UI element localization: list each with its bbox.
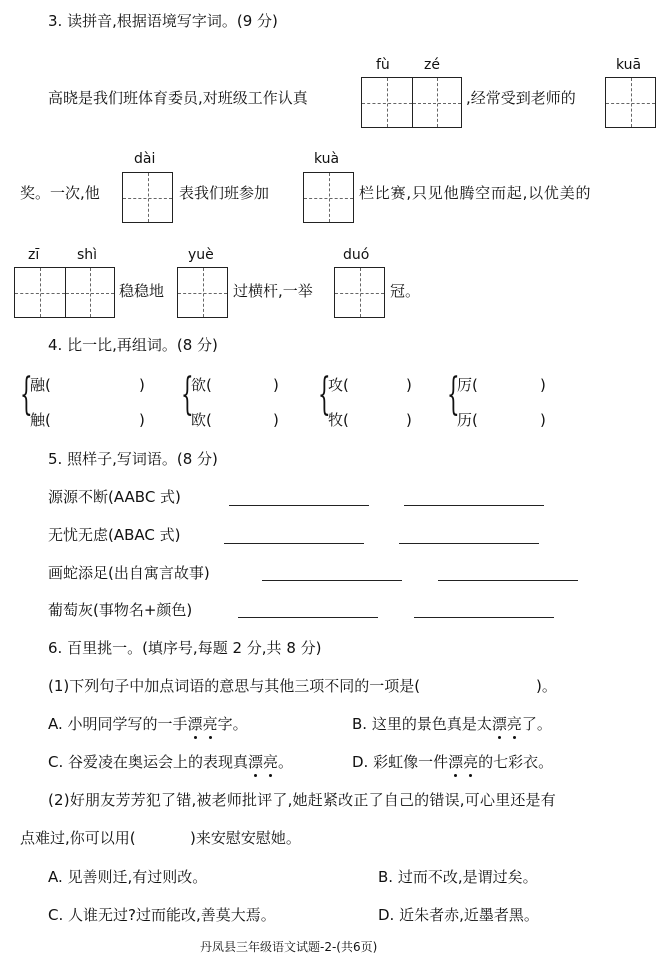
- q3-line1-a: 高晓是我们班体育委员,对班级工作认真: [48, 89, 308, 107]
- option-d2: D. 近朱者赤,近墨者黑。: [378, 906, 539, 924]
- answer-line[interactable]: [262, 580, 402, 581]
- answer-grid-zishi[interactable]: [14, 267, 115, 318]
- q3-line1-b: ,经常受到老师的: [466, 89, 576, 107]
- q6-title: 6. 百里挑一。(填序号,每题 2 分,共 8 分): [48, 639, 322, 657]
- option-b1: B. 这里的景色真是太漂亮了。: [352, 715, 552, 733]
- close-paren: ): [406, 376, 412, 394]
- pinyin-ze: zé: [424, 57, 440, 73]
- q3-line2-b: 表我们班参加: [179, 184, 270, 202]
- page-footer: 丹凤县三年级语文试题-2-(共6页): [200, 940, 378, 954]
- brace: {: [20, 369, 33, 420]
- option-c1: C. 谷爱凌在奥运会上的表现真漂亮。: [48, 753, 294, 771]
- q5-title: 5. 照样子,写词语。(8 分): [48, 450, 218, 468]
- answer-grid-kua4[interactable]: [303, 172, 354, 223]
- close-paren: ): [139, 411, 145, 429]
- answer-line[interactable]: [238, 617, 378, 618]
- q5-item3: 画蛇添足(出自寓言故事): [48, 564, 210, 582]
- close-paren: ): [273, 411, 279, 429]
- q3-line2-a: 奖。一次,他: [20, 184, 100, 202]
- answer-line[interactable]: [399, 543, 539, 544]
- q3-line2-c: 栏比赛,只见他腾空而起,以优美的: [359, 184, 592, 202]
- q4-pair4-top: 厉(: [457, 376, 478, 394]
- pinyin-yue: yuè: [188, 247, 214, 263]
- pinyin-shi: shì: [77, 247, 98, 263]
- q5-item1: 源源不断(AABC 式): [48, 488, 181, 506]
- pinyin-dai: dài: [134, 151, 156, 167]
- q4-pair3-top: 攻(: [328, 376, 349, 394]
- answer-grid-fuze[interactable]: [361, 77, 462, 128]
- answer-grid-dai[interactable]: [122, 172, 173, 223]
- option-a1: A. 小明同学写的一手漂亮字。: [48, 715, 248, 733]
- brace: {: [318, 369, 331, 420]
- answer-grid-duo[interactable]: [334, 267, 385, 318]
- answer-grid-kua1[interactable]: [605, 77, 656, 128]
- q6-sub2-line1: (2)好朋友芳芳犯了错,被老师批评了,她赶紧改正了自己的错误,可心里还是有: [48, 791, 556, 809]
- pinyin-kua4: kuà: [314, 151, 340, 167]
- answer-line[interactable]: [414, 617, 554, 618]
- q4-pair4-bottom: 历(: [457, 411, 478, 429]
- q6-sub2-line2-b: )来安慰安慰她。: [190, 829, 301, 847]
- q3-line3-b: 过横杆,一举: [233, 282, 313, 300]
- q6-sub2-line2-a: 点难过,你可以用(: [20, 829, 136, 847]
- q4-pair1-top: 融(: [30, 376, 51, 394]
- answer-grid-yue[interactable]: [177, 267, 228, 318]
- dotted-word: 漂亮: [248, 753, 279, 771]
- pinyin-fu: fù: [376, 57, 390, 73]
- q4-pair1-bottom: 触(: [30, 411, 51, 429]
- q3-line3-c: 冠。: [390, 282, 421, 300]
- dotted-word: 漂亮: [491, 715, 522, 733]
- answer-line[interactable]: [438, 580, 578, 581]
- q4-title: 4. 比一比,再组词。(8 分): [48, 336, 218, 354]
- close-paren: ): [540, 376, 546, 394]
- close-paren: ): [540, 411, 546, 429]
- close-paren: ): [406, 411, 412, 429]
- option-a2: A. 见善则迁,有过则改。: [48, 868, 208, 886]
- answer-line[interactable]: [404, 505, 544, 506]
- q5-item4: 葡萄灰(事物名+颜色): [48, 601, 193, 619]
- option-c2: C. 人谁无过?过而能改,善莫大焉。: [48, 906, 276, 924]
- close-paren: ): [139, 376, 145, 394]
- q4-pair2-bottom: 欧(: [191, 411, 212, 429]
- q6-sub1: (1)下列句子中加点词语的意思与其他三项不同的一项是(: [48, 677, 421, 695]
- pinyin-kua1: kuā: [616, 57, 642, 73]
- answer-line[interactable]: [224, 543, 364, 544]
- option-d1: D. 彩虹像一件漂亮的七彩衣。: [352, 753, 554, 771]
- q3-title: 3. 读拼音,根据语境写字词。(9 分): [48, 12, 278, 30]
- q4-pair2-top: 欲(: [191, 376, 212, 394]
- q6-sub1-end: )。: [536, 677, 557, 695]
- brace: {: [447, 369, 460, 420]
- pinyin-duo: duó: [343, 247, 370, 263]
- pinyin-zi: zī: [28, 247, 40, 263]
- q5-item2: 无忧无虑(ABAC 式): [48, 526, 181, 544]
- q4-pair3-bottom: 牧(: [328, 411, 349, 429]
- dotted-word: 漂亮: [187, 715, 218, 733]
- answer-line[interactable]: [229, 505, 369, 506]
- q3-line3-a: 稳稳地: [119, 282, 165, 300]
- brace: {: [181, 369, 194, 420]
- option-b2: B. 过而不改,是谓过矣。: [378, 868, 538, 886]
- close-paren: ): [273, 376, 279, 394]
- dotted-word: 漂亮: [448, 753, 479, 771]
